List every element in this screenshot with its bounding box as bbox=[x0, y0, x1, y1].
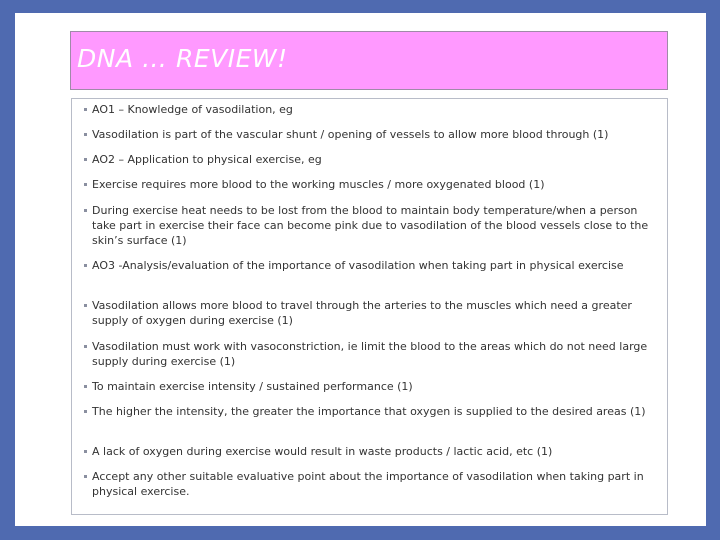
bullet-text: During exercise heat needs to be lost from the blood to maintain body temperature/when a person take part in exercise their face can become pink due to vasodilation of the blood vessels close to the skin’s surface (1) bbox=[92, 204, 649, 247]
bullet-item bbox=[92, 339, 652, 369]
bullet-item bbox=[92, 102, 652, 117]
bullet-item bbox=[92, 469, 652, 499]
bullet-text: AO3 -Analysis/evaluation of the importance of vasodilation when taking part in physical exercise bbox=[92, 259, 624, 272]
bullet-item bbox=[92, 379, 652, 394]
title-banner bbox=[70, 31, 668, 90]
bullet-text: Vasodilation is part of the vascular shunt / opening of vessels to allow more blood through (1) bbox=[92, 128, 609, 141]
bullet-item bbox=[92, 258, 652, 273]
bullet-square-icon bbox=[84, 450, 87, 453]
bullet-text: Vasodilation must work with vasoconstriction, ie limit the blood to the areas which do not need large supply during exercise (1) bbox=[92, 340, 648, 368]
bullet-item bbox=[92, 177, 652, 192]
bullet-text: The higher the intensity, the greater the importance that oxygen is supplied to the desired areas (1) bbox=[92, 405, 646, 418]
bullet-item bbox=[92, 127, 652, 142]
bullet-text: Vasodilation allows more blood to travel through the arteries to the muscles which need a greater supply of oxygen during exercise (1) bbox=[92, 299, 632, 327]
bullet-square-icon bbox=[84, 385, 87, 388]
bullet-square-icon bbox=[84, 158, 87, 161]
bullet-square-icon bbox=[84, 264, 87, 267]
bullet-item bbox=[92, 444, 652, 459]
bullet-square-icon bbox=[84, 345, 87, 348]
bullet-text: AO2 – Application to physical exercise, eg bbox=[92, 153, 322, 166]
bullet-square-icon bbox=[84, 304, 87, 307]
bullet-text: A lack of oxygen during exercise would result in waste products / lactic acid, etc (1) bbox=[92, 445, 553, 458]
bullet-item bbox=[92, 152, 652, 167]
bullet-square-icon bbox=[84, 475, 87, 478]
slide-title: DNA … REVIEW! bbox=[77, 44, 288, 73]
bullet-item bbox=[92, 404, 652, 419]
bullet-square-icon bbox=[84, 183, 87, 186]
bullet-text: AO1 – Knowledge of vasodilation, eg bbox=[92, 103, 293, 116]
bullet-square-icon bbox=[84, 209, 87, 212]
content-box bbox=[71, 98, 668, 515]
bullet-square-icon bbox=[84, 133, 87, 136]
bullet-square-icon bbox=[84, 108, 87, 111]
bullet-text: To maintain exercise intensity / sustained performance (1) bbox=[92, 380, 413, 393]
bullet-text: Exercise requires more blood to the working muscles / more oxygenated blood (1) bbox=[92, 178, 545, 191]
bullet-square-icon bbox=[84, 410, 87, 413]
bullet-item bbox=[92, 203, 652, 248]
bullet-text: Accept any other suitable evaluative point about the importance of vasodilation when taking part in physical exercise. bbox=[92, 470, 644, 498]
bullet-item bbox=[92, 298, 652, 328]
slide bbox=[15, 13, 706, 526]
